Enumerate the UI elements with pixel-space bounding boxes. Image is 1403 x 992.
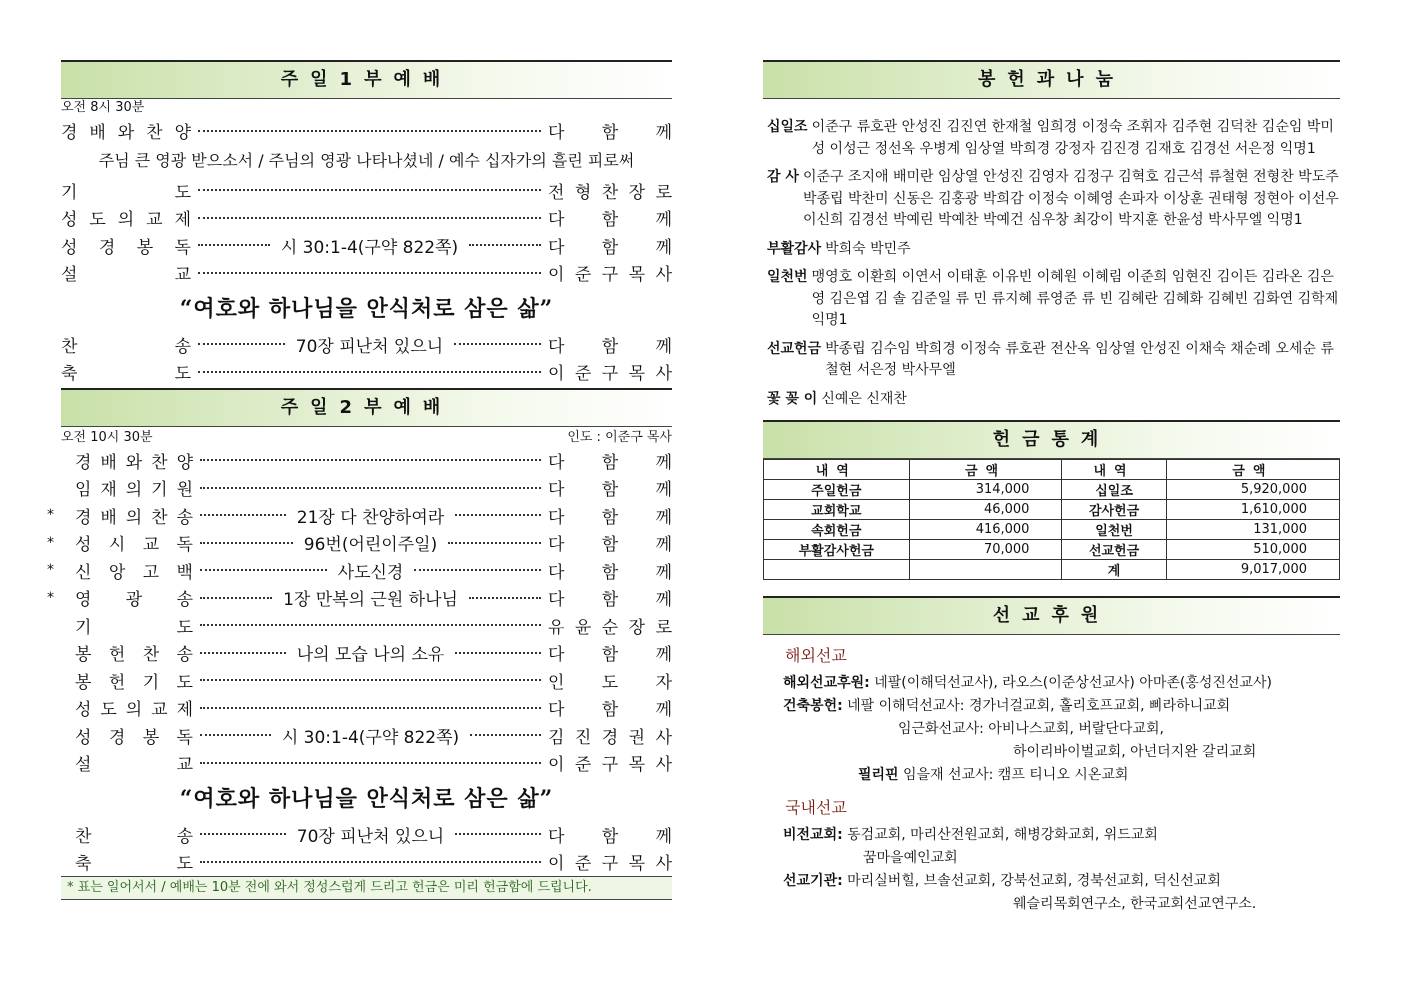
- leader-dots: [198, 371, 541, 373]
- offering-category: 일천번: [767, 269, 808, 285]
- stats-header-cell: 금액: [909, 460, 1062, 480]
- mission-line: [783, 893, 1340, 916]
- leader-dots: [200, 762, 541, 764]
- mission-text: 마리실버힐, 브솔선교회, 강북선교회, 경북선교회, 덕신선교회: [842, 873, 1221, 889]
- order-detail-text: 나의 모습 나의 소유: [296, 645, 445, 666]
- service2-leader: 인도 : 이준구 목사: [567, 429, 672, 445]
- overseas-heading: 해외선교: [785, 646, 847, 665]
- order-person: 유 윤 순 장 로: [548, 617, 672, 638]
- stats-cell: 십일조: [1062, 480, 1166, 500]
- order-detail: [195, 189, 544, 191]
- stats-row: [764, 540, 1340, 560]
- stats-header-cell: 내역: [1062, 460, 1166, 480]
- order-row: [61, 474, 672, 502]
- stats-cell: 70,000: [909, 540, 1062, 560]
- order-detail: [197, 822, 544, 847]
- offering-category: 감 사: [767, 169, 799, 185]
- stats-cell: 314,000: [909, 480, 1062, 500]
- service2-time-row: [61, 429, 672, 447]
- order-detail: [195, 233, 544, 258]
- order-detail-text: 시 30:1-4(구약 822쪽): [280, 237, 459, 258]
- order-person: 전 형 찬 장 로: [548, 182, 672, 203]
- stats-cell: 416,000: [909, 520, 1062, 540]
- stats-cell: 9,017,000: [1166, 560, 1339, 580]
- leader-dots: [455, 652, 541, 654]
- order-person: 다 함 께: [548, 480, 672, 501]
- order-person: 다 함 께: [548, 507, 672, 528]
- stats-cell: 속회헌금: [764, 520, 910, 540]
- mission-line: [783, 824, 1340, 847]
- required-stand-mark: *: [47, 507, 54, 524]
- order-detail-text: 70장 피난처 있으니: [296, 826, 445, 847]
- leader-dots: [200, 833, 286, 835]
- stats-title: 헌금통계: [763, 420, 1340, 459]
- offering-category: 선교헌금: [767, 340, 822, 357]
- required-stand-mark: *: [47, 562, 54, 579]
- leader-dots: [200, 734, 271, 736]
- leader-dots: [200, 707, 541, 709]
- service2-order-a: [47, 447, 672, 777]
- mission-line: [783, 672, 1340, 695]
- order-row: [61, 331, 672, 359]
- order-label: 설 교: [61, 265, 191, 286]
- mission-text: 네팔(이해덕선교사), 라오스(이준상선교사) 아마존(홍성진선교사): [869, 675, 1272, 691]
- service1-order-b: [61, 177, 672, 287]
- offering-names: 맹영호 이환희 이연서 이태훈 이유빈 이혜원 이혜림 이준희 임현진 김이든 김라온 김은영 김은엽 김 솔 김준일 류 민 류지혜 류영준 류 빈 김혜란 김혜화 김혜빈 김화연 김학제 익명1: [811, 269, 1339, 328]
- order-label: 성 경 봉 독: [75, 727, 193, 748]
- mission-text: 웨슬리목회연구소, 한국교회선교연구소.: [1013, 896, 1257, 912]
- order-detail: [195, 130, 544, 132]
- mission-text: 임근화선교사: 아비나스교회, 버랄단다교회,: [898, 721, 1164, 737]
- order-person: 다 함 께: [548, 562, 672, 583]
- order-row: [61, 204, 672, 232]
- order-detail: [197, 503, 544, 528]
- order-label: 성 도 의 교 제: [75, 700, 193, 721]
- stats-cell: 부활감사헌금: [764, 540, 910, 560]
- leader-dots: [198, 130, 541, 132]
- leader-dots: [200, 542, 293, 544]
- order-label: 성 도 의 교 제: [61, 210, 191, 231]
- leader-dots: [200, 459, 541, 461]
- order-label: 성 시 교 독: [75, 535, 193, 556]
- order-row: [61, 749, 672, 777]
- order-detail-text: 1장 만복의 근원 하나님: [283, 590, 458, 611]
- leader-dots: [470, 734, 541, 736]
- mission-label: 선교기관:: [783, 873, 843, 889]
- order-detail: [195, 217, 544, 219]
- order-label: 축 도: [75, 854, 193, 875]
- order-row: [47, 584, 672, 612]
- offering-entry: [767, 167, 1340, 232]
- stats-cell: 감사헌금: [1062, 500, 1166, 520]
- order-label: 찬 송: [75, 826, 193, 847]
- stats-row: [764, 480, 1340, 500]
- order-label: 설 교: [75, 755, 193, 776]
- service2-title: 주일2부예배: [61, 388, 672, 427]
- order-row: [61, 358, 672, 386]
- order-detail: [197, 723, 544, 748]
- order-person: 이 준 구 목 사: [548, 755, 672, 776]
- stats-cell: 계: [1062, 560, 1166, 580]
- order-row: [61, 612, 672, 640]
- mission-label: 해외선교후원:: [783, 675, 870, 691]
- stats-cell: [764, 560, 910, 580]
- offering-names: 신예은 신재찬: [821, 390, 907, 407]
- leader-dots: [455, 514, 541, 516]
- offering-entry: [767, 339, 1340, 382]
- standing-note: * 표는 일어서서 / 예배는 10분 전에 와서 정성스럽게 드리고 헌금은 미리 헌금함에 드립니다.: [61, 876, 672, 900]
- leader-dots: [200, 861, 541, 863]
- order-label: 봉 헌 기 도: [75, 672, 193, 693]
- mission-label: 건축봉헌:: [783, 698, 843, 714]
- order-row: [61, 639, 672, 667]
- stats-row: [764, 500, 1340, 520]
- order-label: 축 도: [61, 364, 191, 385]
- order-person: 다 함 께: [548, 826, 672, 847]
- mission-line: [783, 741, 1340, 764]
- order-person: 다 함 께: [548, 452, 672, 473]
- offering-stats-table: [763, 459, 1340, 580]
- service2-sermon-title: “여호와 하나님을 안식처로 삼은 삶”: [179, 785, 554, 812]
- stats-cell: 주일헌금: [764, 480, 910, 500]
- order-detail: [195, 332, 544, 357]
- service1-sermon-title: “여호와 하나님을 안식처로 삼은 삶”: [179, 295, 554, 322]
- required-stand-mark: *: [47, 589, 54, 606]
- order-detail-text: 96번(어린이주일): [303, 535, 438, 556]
- right-column: [763, 60, 1340, 916]
- order-row: [61, 848, 672, 876]
- leader-dots: [200, 679, 541, 681]
- order-person: 다 함 께: [548, 237, 672, 258]
- offerings-list: [763, 99, 1340, 410]
- leader-dots: [200, 514, 286, 516]
- leader-dots: [469, 244, 541, 246]
- order-person: 이 준 구 목 사: [548, 364, 672, 385]
- mission-text: 임을재 선교사: 캠프 티니오 시온교회: [898, 767, 1129, 783]
- mission-line: [783, 870, 1340, 893]
- mission-text: 꿈마을예인교회: [863, 850, 958, 866]
- leader-dots: [448, 542, 541, 544]
- service1-order-a: [61, 117, 672, 145]
- order-detail: [197, 707, 544, 709]
- praise-songs: 주님 큰 영광 받으소서 / 주님의 영광 나타나셨네 / 예수 십자가의 흘린 피로써: [98, 150, 635, 170]
- order-row: [61, 694, 672, 722]
- domestic-heading: 국내선교: [785, 798, 847, 817]
- order-person: 다 함 께: [548, 123, 672, 144]
- leader-dots: [200, 487, 541, 489]
- stats-cell: 일천번: [1062, 520, 1166, 540]
- order-person: 이 준 구 목 사: [548, 265, 672, 286]
- service2-time: 오전 10시 30분: [61, 429, 153, 445]
- required-stand-mark: *: [47, 534, 54, 551]
- order-person: 다 함 께: [548, 645, 672, 666]
- order-detail: [197, 558, 544, 583]
- leader-dots: [198, 244, 270, 246]
- leader-dots: [200, 597, 272, 599]
- mission-label: 비전교회:: [783, 827, 843, 843]
- stats-cell: 510,000: [1166, 540, 1339, 560]
- mission-line: [783, 764, 1340, 787]
- mission-line: [783, 847, 1340, 870]
- order-detail: [195, 371, 544, 373]
- order-detail: [195, 272, 544, 274]
- offering-entry: [767, 239, 1340, 261]
- order-person: 다 함 께: [548, 590, 672, 611]
- order-label: 경 배 와 찬 양: [75, 452, 193, 473]
- mission-text: 네팔 이해덕선교사: 경가너걸교회, 홀리호프교회, 삐라하니교회: [842, 698, 1231, 714]
- order-person: 다 함 께: [548, 336, 672, 357]
- order-detail-text: 시 30:1-4(구약 822쪽): [281, 727, 460, 748]
- leader-dots: [455, 833, 541, 835]
- order-detail: [197, 585, 544, 610]
- offering-entry: [767, 389, 1340, 411]
- stats-header-row: [764, 460, 1340, 480]
- order-label: 찬 송: [61, 336, 191, 357]
- order-person: 이 준 구 목 사: [548, 854, 672, 875]
- stats-cell: 46,000: [909, 500, 1062, 520]
- stats-cell: 1,610,000: [1166, 500, 1339, 520]
- order-person: 김 진 경 권 사: [548, 727, 672, 748]
- mission-title: 선교후원: [763, 596, 1340, 635]
- order-detail: [197, 861, 544, 863]
- stats-row: [764, 560, 1340, 580]
- overseas-list: [763, 672, 1340, 787]
- order-label: 경 배 의 찬 송: [75, 507, 193, 528]
- order-label: 임 재 의 기 원: [75, 480, 193, 501]
- leader-dots: [414, 569, 541, 571]
- order-detail-text: 21장 다 찬양하여라: [296, 507, 445, 528]
- service1-time: 오전 8시 30분: [61, 100, 145, 115]
- stats-cell: 5,920,000: [1166, 480, 1339, 500]
- offerings-title: 봉헌과나눔: [763, 60, 1340, 99]
- offering-category: 부활감사: [767, 240, 822, 257]
- order-person: 인 도 자: [548, 672, 672, 693]
- order-label: 신 앙 고 백: [75, 562, 193, 583]
- order-row: [61, 232, 672, 260]
- mission-label: 필리핀: [858, 767, 899, 783]
- order-label: 영 광 송: [75, 590, 193, 611]
- order-row: [61, 821, 672, 849]
- offering-category: 십일조: [767, 119, 808, 135]
- leader-dots: [198, 343, 285, 345]
- order-detail: [197, 624, 544, 626]
- leader-dots: [198, 272, 541, 274]
- mission-text: 동검교회, 마리산전원교회, 해병강화교회, 위드교회: [842, 827, 1158, 843]
- order-detail-text: 사도신경: [337, 562, 404, 583]
- order-person: 다 함 께: [548, 535, 672, 556]
- order-detail-text: 70장 피난처 있으니: [295, 336, 444, 357]
- order-row: [61, 447, 672, 475]
- leader-dots: [469, 597, 541, 599]
- order-detail: [197, 459, 544, 461]
- order-label: 기 도: [75, 617, 193, 638]
- mission-text: 하이리바이벌교회, 아넌더지완 갈리교회: [1013, 744, 1257, 760]
- stats-cell: [909, 560, 1062, 580]
- stats-header-cell: 내역: [764, 460, 910, 480]
- order-label: 경 배 와 찬 양: [61, 123, 191, 144]
- service2-order-c: [61, 821, 672, 876]
- order-detail: [197, 487, 544, 489]
- offering-names: 이준구 류호관 안성진 김진연 한재철 임희경 이정숙 조휘자 김주현 김덕찬 김순임 박미성 이성근 정선옥 우병계 임상열 박희경 강정자 김진경 김재호 김경선 서은정 익명1: [811, 119, 1334, 157]
- stats-row: [764, 520, 1340, 540]
- leader-dots: [200, 569, 327, 571]
- order-row: [47, 502, 672, 530]
- service1-title: 주일1부예배: [61, 60, 672, 99]
- offering-names: 박종립 김수임 박희경 이정숙 류호관 전산옥 임상열 안성진 이채숙 채순례 오세순 류철현 서은정 박사무엘: [825, 340, 1334, 378]
- order-detail: [197, 679, 544, 681]
- stats-header-cell: 금액: [1166, 460, 1339, 480]
- offering-category: 꽃 꽂 이: [767, 390, 818, 407]
- stats-cell: 131,000: [1166, 520, 1339, 540]
- leader-dots: [198, 217, 541, 219]
- leader-dots: [200, 624, 541, 626]
- order-row: [47, 557, 672, 585]
- order-detail: [197, 640, 544, 665]
- offering-entry: [767, 267, 1340, 332]
- mission-line: [783, 695, 1340, 718]
- order-detail: [197, 762, 544, 764]
- order-label: 성 경 봉 독: [61, 237, 191, 258]
- leader-dots: [198, 189, 541, 191]
- service1-order-c: [61, 331, 672, 386]
- order-person: 다 함 께: [548, 700, 672, 721]
- leader-dots: [200, 652, 286, 654]
- stats-cell: 선교헌금: [1062, 540, 1166, 560]
- order-label: 기 도: [61, 182, 191, 203]
- order-label: 봉 헌 찬 송: [75, 645, 193, 666]
- mission-line: [783, 718, 1340, 741]
- order-row: [61, 177, 672, 205]
- offering-names: 박희숙 박민주: [825, 240, 911, 257]
- order-detail: [197, 530, 544, 555]
- domestic-list: [763, 824, 1340, 916]
- offering-entry: [767, 117, 1340, 160]
- stats-cell: 교회학교: [764, 500, 910, 520]
- offering-names: 이준구 조지애 배미란 임상열 안성진 김영자 김정구 김혁호 김근석 류철현 전형찬 박도주 박종립 박찬미 신동은 김홍광 박희감 이정숙 이혜영 손파자 이상훈 권태형 정현아 이선우 이신희 김경선 박예린 박예찬 박예건 심우창 최강이 박지훈 한윤성 박사무엘 익명1: [802, 169, 1339, 228]
- leader-dots: [454, 343, 541, 345]
- order-row: [61, 259, 672, 287]
- order-person: 다 함 께: [548, 210, 672, 231]
- left-column: [47, 60, 672, 900]
- order-row: [61, 667, 672, 695]
- order-row: [47, 529, 672, 557]
- order-row: [61, 722, 672, 750]
- order-row: [61, 117, 672, 145]
